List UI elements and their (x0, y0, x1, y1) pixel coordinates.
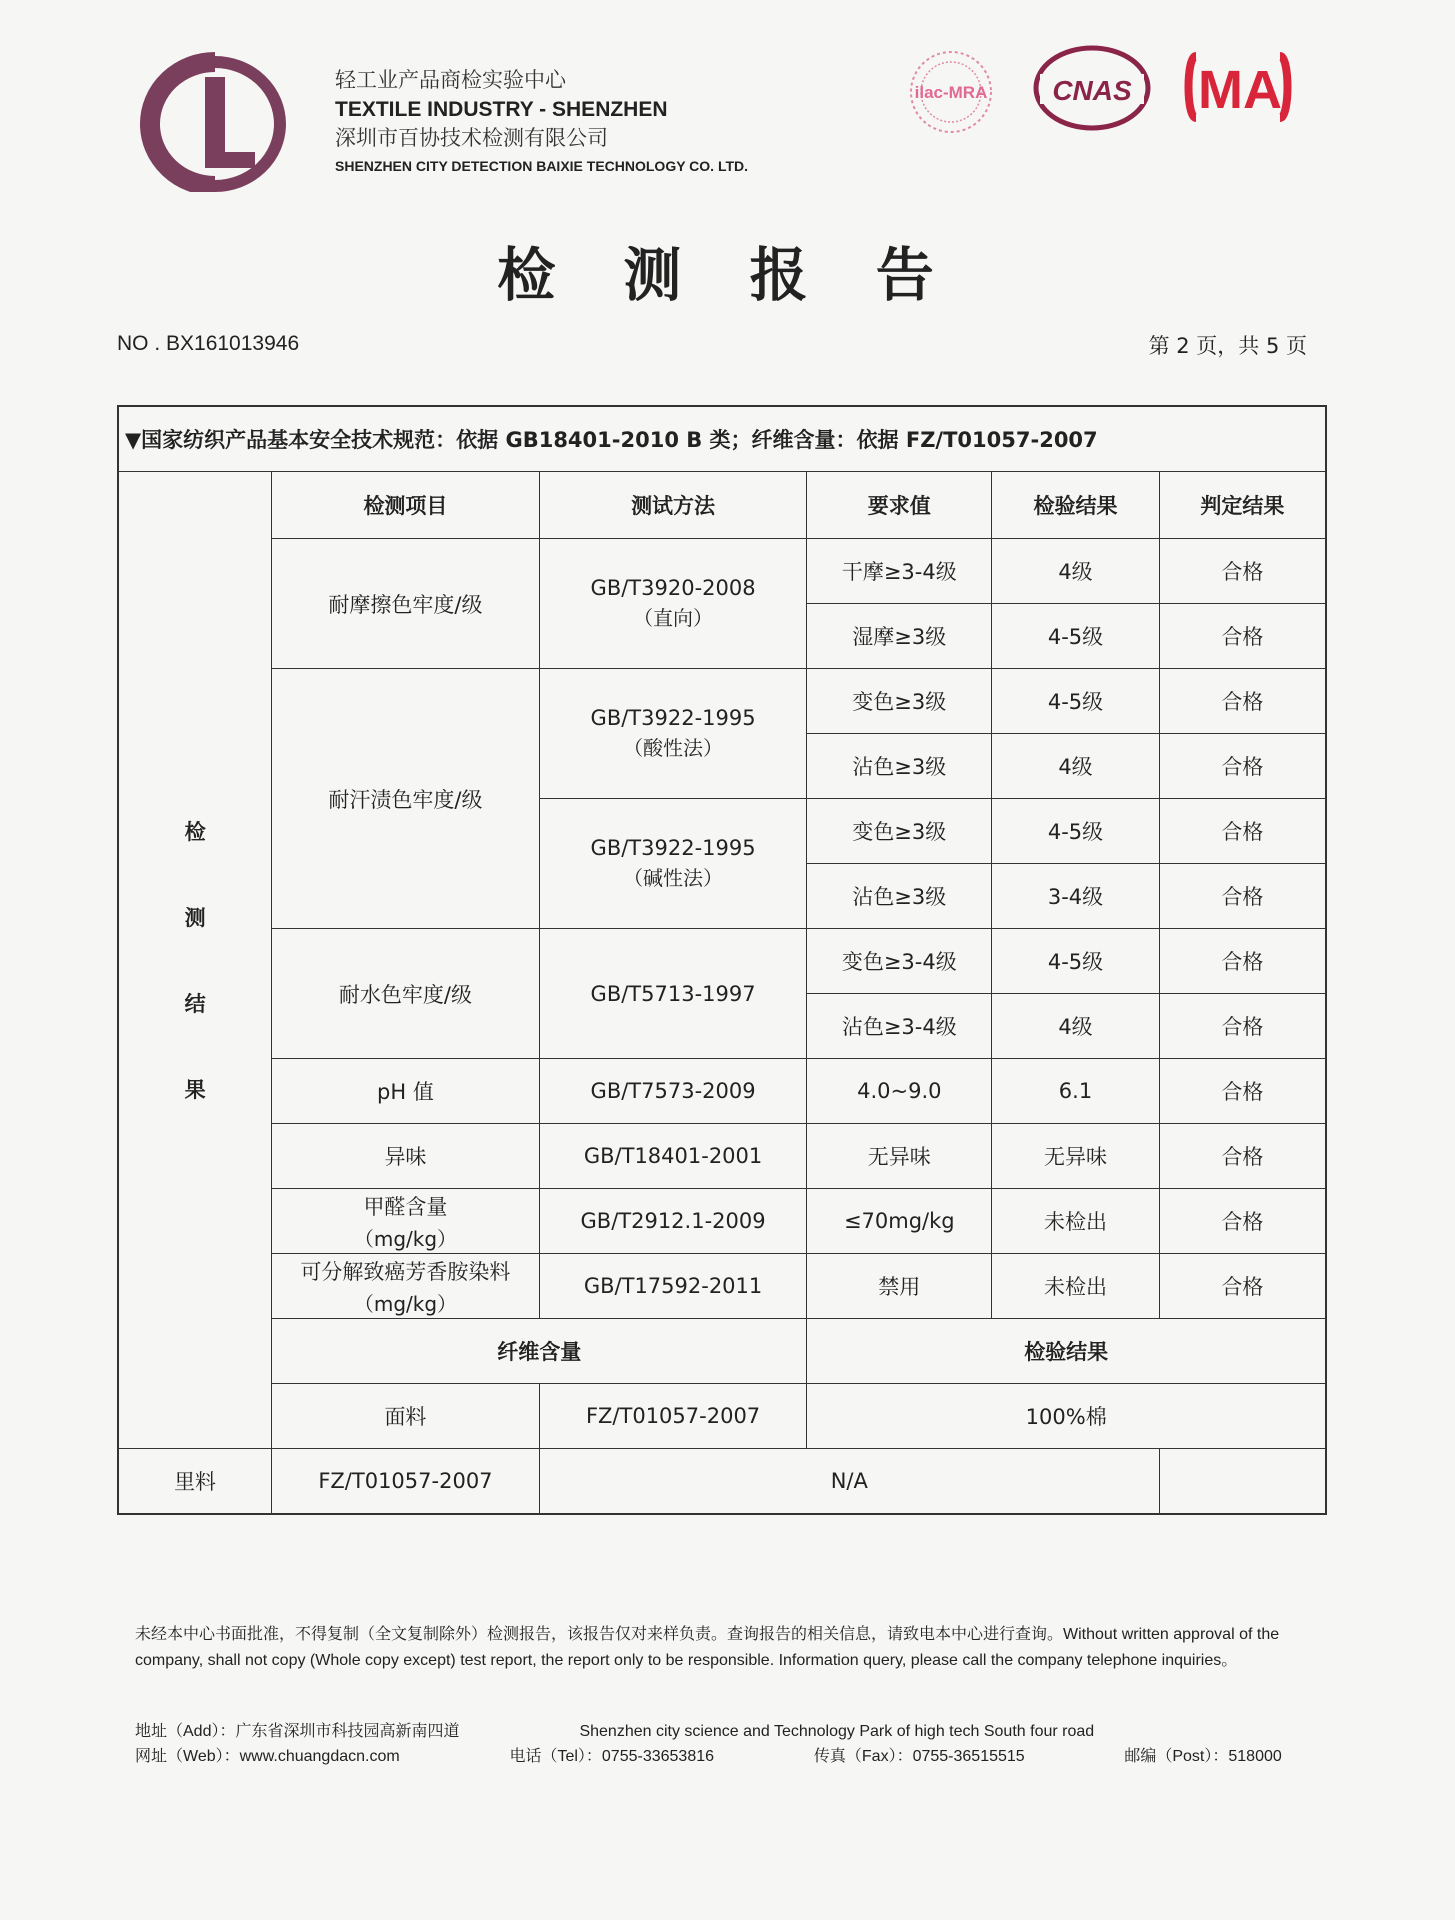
report-title: 检 测 报 告 (497, 241, 958, 309)
address-en: Shenzhen city science and Technology Park of high tech South four road (579, 1723, 1095, 1740)
address-row (135, 1718, 1094, 1741)
header-item: 检测项目 (272, 472, 540, 539)
perspiration-item: 耐汗渍色牢度/级 (272, 669, 540, 929)
water-item: 耐水色牢度/级 (272, 929, 540, 1059)
ilac-mra-seal (903, 48, 999, 136)
org-name-cn-1: 轻工业产品商检实验中心 (335, 68, 566, 92)
header-verdict: 判定结果 (1159, 472, 1326, 539)
test-results-table (117, 405, 1327, 1515)
website: 网址（Web）：www.chuangdacn.com (135, 1748, 400, 1765)
table-row: pH 值 GB/T7573-2009 4.0~9.0 6.1 合格 (118, 1059, 1326, 1124)
perspiration-alkali-method: GB/T3922-1995 （碱性法） (539, 799, 807, 929)
cma-seal (1182, 52, 1294, 122)
formaldehyde-item: 甲醛含量 （mg/kg） (272, 1189, 540, 1254)
table-row: 可分解致癌芳香胺染料 （mg/kg） GB/T17592-2011 禁用 未检出 合格 (118, 1254, 1326, 1319)
fiber-header-left: 纤维含量 (272, 1319, 807, 1384)
cnas-seal (1030, 40, 1154, 136)
table-row: GB/T3922-1995 （碱性法） 变色≥3级 4-5级 合格 (118, 799, 1326, 864)
svg-text:CNAS: CNAS (1052, 75, 1132, 106)
contact-row (135, 1743, 1282, 1766)
table-row: 耐汗渍色牢度/级 GB/T3922-1995 （酸性法） 变色≥3级 4-5级 合格 (118, 669, 1326, 734)
abrasion-method: GB/T3920-2008 （直向） (539, 539, 807, 669)
table-row: 面料 FZ/T01057-2007 100%棉 (118, 1384, 1326, 1449)
header-method: 测试方法 (539, 472, 807, 539)
address-cn: 地址（Add）：广东省深圳市科技园高新南四道 (135, 1723, 460, 1740)
side-label: 检 测 结 果 (118, 472, 272, 1449)
perspiration-acid-method: GB/T3922-1995 （酸性法） (539, 669, 807, 799)
table-row: 耐摩擦色牢度/级 GB/T3920-2008 （直向） 干摩≥3-4级 4级 合格 (118, 539, 1326, 604)
org-name-en-2: SHENZHEN CITY DETECTION BAIXIE TECHNOLOGY CO. LTD. (335, 157, 749, 174)
footer-note: 未经本中心书面批准，不得复制（全文复制除外）检测报告，该报告仅对来样负责。查询报告的相关信息，请致电本中心进行查询。Without written approval of the company, shall not copy (Whole copy except) test report, the report only to be responsible. Information query, please call the company telephone inquiries。 (135, 1626, 1280, 1669)
company-logo (135, 52, 295, 192)
table-row: 湿摩≥3级 4-5级 合格 (118, 604, 1326, 669)
azo-item: 可分解致癌芳香胺染料 （mg/kg） (272, 1254, 540, 1319)
standard-row (118, 406, 1326, 472)
header-result: 检验结果 (992, 472, 1160, 539)
table-header-row (118, 472, 1326, 539)
table-row: 甲醛含量 （mg/kg） GB/T2912.1-2009 ≤70mg/kg 未检出 合格 (118, 1189, 1326, 1254)
water-method: GB/T5713-1997 (539, 929, 807, 1059)
org-name-en-1: TEXTILE INDUSTRY - SHENZHEN (335, 98, 668, 122)
fax: 传真（Fax）：0755-36515515 (813, 1748, 1025, 1765)
svg-text:MA: MA (1198, 60, 1282, 120)
report-number: NO . BX161013946 (117, 332, 300, 355)
table-row: 沾色≥3级 3-4级 合格 (118, 864, 1326, 929)
table-row: 异味 GB/T18401-2001 无异味 无异味 合格 (118, 1124, 1326, 1189)
organization-block (335, 68, 748, 174)
page-info: 第 2 页，共 5 页 (1148, 334, 1307, 358)
svg-text:ilac-MRA: ilac-MRA (914, 83, 988, 102)
fiber-header-row (118, 1319, 1326, 1384)
standard-line: ▼国家纺织产品基本安全技术规范：依据 GB18401-2010 B 类；纤维含量：依据 FZ/T01057-2007 (118, 406, 1326, 472)
postcode: 邮编（Post）：518000 (1124, 1748, 1282, 1765)
telephone: 电话（Tel）：0755-33653816 (509, 1748, 715, 1765)
org-name-cn-2: 深圳市百协技术检测有限公司 (335, 126, 608, 151)
fiber-header-right: 检验结果 (807, 1319, 1326, 1384)
abrasion-item: 耐摩擦色牢度/级 (272, 539, 540, 669)
header-requirement: 要求值 (807, 472, 992, 539)
table-row: 耐水色牢度/级 GB/T5713-1997 变色≥3-4级 4-5级 合格 (118, 929, 1326, 994)
table-row: 沾色≥3-4级 4级 合格 (118, 994, 1326, 1059)
table-row: 沾色≥3级 4级 合格 (118, 734, 1326, 799)
table-row: 里料 FZ/T01057-2007 N/A (118, 1449, 1326, 1515)
